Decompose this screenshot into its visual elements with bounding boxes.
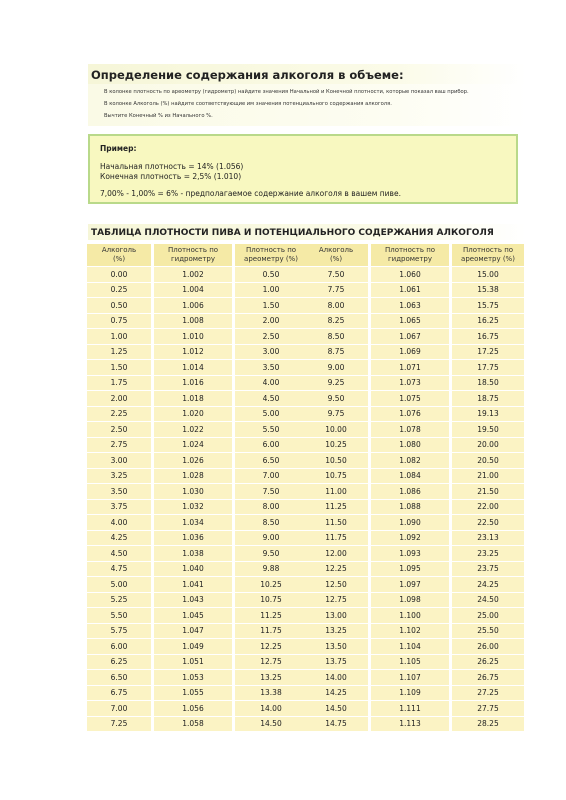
- table-row: [304, 686, 524, 701]
- cell-alcohol: 14.75: [304, 717, 368, 732]
- table-row: [87, 376, 307, 391]
- cell-hydrometer: 1.024: [154, 438, 232, 453]
- table-row: [304, 283, 524, 298]
- cell-hydrometer: 1.045: [154, 608, 232, 623]
- table-row: [304, 453, 524, 468]
- cell-areometer: 23.13: [452, 531, 524, 546]
- cell-alcohol: 11.25: [304, 500, 368, 515]
- table-row: [87, 345, 307, 360]
- cell-areometer: 26.25: [452, 655, 524, 670]
- cell-areometer: 22.00: [452, 500, 524, 515]
- cell-hydrometer: 1.002: [154, 267, 232, 282]
- table-row: [304, 717, 524, 732]
- cell-areometer: 26.75: [452, 670, 524, 685]
- instruction-3: Вычтите Конечный % из Начального %.: [104, 113, 213, 119]
- cell-hydrometer: 1.008: [154, 314, 232, 329]
- cell-hydrometer: 1.078: [371, 422, 449, 437]
- cell-areometer: 24.50: [452, 593, 524, 608]
- cell-hydrometer: 1.028: [154, 469, 232, 484]
- cell-alcohol: 8.00: [304, 298, 368, 313]
- cell-areometer: 14.50: [235, 717, 307, 732]
- table-row: [304, 329, 524, 344]
- cell-hydrometer: 1.065: [371, 314, 449, 329]
- cell-areometer: 23.25: [452, 546, 524, 561]
- table-row: [87, 655, 307, 670]
- cell-alcohol: 13.25: [304, 624, 368, 639]
- cell-hydrometer: 1.073: [371, 376, 449, 391]
- table-row: [87, 593, 307, 608]
- table-row: [304, 391, 524, 406]
- cell-alcohol: 14.25: [304, 686, 368, 701]
- cell-alcohol: 10.25: [304, 438, 368, 453]
- cell-alcohol: 9.00: [304, 360, 368, 375]
- cell-areometer: 14.00: [235, 701, 307, 716]
- cell-areometer: 15.00: [452, 267, 524, 282]
- cell-areometer: 2.50: [235, 329, 307, 344]
- cell-alcohol: 13.00: [304, 608, 368, 623]
- cell-hydrometer: 1.075: [371, 391, 449, 406]
- cell-hydrometer: 1.088: [371, 500, 449, 515]
- cell-alcohol: 8.50: [304, 329, 368, 344]
- cell-alcohol: 8.25: [304, 314, 368, 329]
- cell-alcohol: 4.75: [87, 562, 151, 577]
- cell-alcohol: 2.00: [87, 391, 151, 406]
- table-row: [87, 639, 307, 654]
- table-row: [304, 360, 524, 375]
- cell-alcohol: 3.50: [87, 484, 151, 499]
- cell-areometer: 0.50: [235, 267, 307, 282]
- cell-alcohol: 1.50: [87, 360, 151, 375]
- cell-areometer: 24.25: [452, 577, 524, 592]
- cell-alcohol: 4.00: [87, 515, 151, 530]
- example-line-2: Конечная плотность = 2,5% (1.010): [100, 172, 242, 181]
- cell-areometer: 1.50: [235, 298, 307, 313]
- cell-hydrometer: 1.076: [371, 407, 449, 422]
- cell-alcohol: 5.50: [87, 608, 151, 623]
- cell-hydrometer: 1.030: [154, 484, 232, 499]
- cell-hydrometer: 1.097: [371, 577, 449, 592]
- table-row: [304, 655, 524, 670]
- cell-alcohol: 12.25: [304, 562, 368, 577]
- cell-alcohol: 5.25: [87, 593, 151, 608]
- cell-hydrometer: 1.041: [154, 577, 232, 592]
- cell-alcohol: 7.00: [87, 701, 151, 716]
- header-alcohol: Алкоголь (%): [304, 244, 368, 266]
- table-row: [87, 329, 307, 344]
- table-body-right: [304, 267, 524, 731]
- cell-alcohol: 7.25: [87, 717, 151, 732]
- table-row: [304, 376, 524, 391]
- cell-hydrometer: 1.061: [371, 283, 449, 298]
- table-row: [304, 639, 524, 654]
- table-row: [87, 717, 307, 732]
- cell-alcohol: 3.25: [87, 469, 151, 484]
- cell-hydrometer: 1.006: [154, 298, 232, 313]
- table-row: [87, 407, 307, 422]
- cell-hydrometer: 1.012: [154, 345, 232, 360]
- table-row: [304, 484, 524, 499]
- cell-areometer: 4.00: [235, 376, 307, 391]
- table-row: [87, 298, 307, 313]
- example-box: [88, 134, 518, 204]
- cell-hydrometer: 1.084: [371, 469, 449, 484]
- table-row: [87, 670, 307, 685]
- cell-areometer: 15.38: [452, 283, 524, 298]
- cell-areometer: 28.25: [452, 717, 524, 732]
- cell-hydrometer: 1.109: [371, 686, 449, 701]
- cell-hydrometer: 1.018: [154, 391, 232, 406]
- table-row: [87, 422, 307, 437]
- cell-hydrometer: 1.098: [371, 593, 449, 608]
- table-title: ТАБЛИЦА ПЛОТНОСТИ ПИВА И ПОТЕНЦИАЛЬНОГО СОДЕРЖАНИЯ АЛКОГОЛЯ: [91, 228, 494, 238]
- cell-alcohol: 12.75: [304, 593, 368, 608]
- cell-areometer: 12.25: [235, 639, 307, 654]
- cell-areometer: 25.00: [452, 608, 524, 623]
- cell-alcohol: 6.25: [87, 655, 151, 670]
- cell-areometer: 21.00: [452, 469, 524, 484]
- cell-hydrometer: 1.043: [154, 593, 232, 608]
- cell-hydrometer: 1.049: [154, 639, 232, 654]
- cell-alcohol: 9.75: [304, 407, 368, 422]
- cell-alcohol: 5.00: [87, 577, 151, 592]
- cell-alcohol: 4.50: [87, 546, 151, 561]
- header-hydrometer: Плотность по гидрометру: [154, 244, 232, 266]
- table-body-left: [87, 267, 307, 731]
- cell-areometer: 13.38: [235, 686, 307, 701]
- cell-hydrometer: 1.053: [154, 670, 232, 685]
- cell-alcohol: 10.50: [304, 453, 368, 468]
- cell-hydrometer: 1.105: [371, 655, 449, 670]
- table-row: [304, 298, 524, 313]
- cell-areometer: 2.00: [235, 314, 307, 329]
- table-row: [87, 283, 307, 298]
- cell-areometer: 8.50: [235, 515, 307, 530]
- cell-areometer: 7.00: [235, 469, 307, 484]
- cell-areometer: 12.75: [235, 655, 307, 670]
- cell-areometer: 18.50: [452, 376, 524, 391]
- cell-hydrometer: 1.095: [371, 562, 449, 577]
- cell-areometer: 17.75: [452, 360, 524, 375]
- table-row: [304, 624, 524, 639]
- example-line-3: 7,00% - 1,00% = 6% - предполагаемое содержание алкоголя в вашем пиве.: [100, 189, 401, 198]
- cell-areometer: 3.00: [235, 345, 307, 360]
- cell-hydrometer: 1.026: [154, 453, 232, 468]
- cell-hydrometer: 1.016: [154, 376, 232, 391]
- cell-areometer: 8.00: [235, 500, 307, 515]
- cell-alcohol: 6.00: [87, 639, 151, 654]
- table-row: [87, 546, 307, 561]
- cell-alcohol: 7.50: [304, 267, 368, 282]
- cell-alcohol: 2.50: [87, 422, 151, 437]
- table-row: [304, 515, 524, 530]
- cell-alcohol: 11.75: [304, 531, 368, 546]
- cell-alcohol: 9.50: [304, 391, 368, 406]
- table-row: [304, 500, 524, 515]
- cell-alcohol: 0.00: [87, 267, 151, 282]
- table-row: [87, 453, 307, 468]
- example-line-1: Начальная плотность = 14% (1.056): [100, 162, 244, 171]
- example-heading: Пример:: [100, 144, 137, 153]
- table-row: [87, 267, 307, 282]
- cell-alcohol: 6.75: [87, 686, 151, 701]
- cell-alcohol: 11.00: [304, 484, 368, 499]
- table-row: [87, 360, 307, 375]
- cell-hydrometer: 1.069: [371, 345, 449, 360]
- cell-areometer: 1.00: [235, 283, 307, 298]
- table-row: [304, 438, 524, 453]
- cell-areometer: 6.00: [235, 438, 307, 453]
- cell-alcohol: 6.50: [87, 670, 151, 685]
- table-row: [304, 562, 524, 577]
- cell-areometer: 10.25: [235, 577, 307, 592]
- cell-alcohol: 9.25: [304, 376, 368, 391]
- cell-areometer: 19.13: [452, 407, 524, 422]
- cell-alcohol: 5.75: [87, 624, 151, 639]
- cell-areometer: 6.50: [235, 453, 307, 468]
- table-row: [87, 500, 307, 515]
- cell-alcohol: 13.75: [304, 655, 368, 670]
- cell-hydrometer: 1.093: [371, 546, 449, 561]
- cell-hydrometer: 1.082: [371, 453, 449, 468]
- cell-areometer: 20.00: [452, 438, 524, 453]
- header-hydrometer: Плотность по гидрометру: [371, 244, 449, 266]
- cell-areometer: 20.50: [452, 453, 524, 468]
- cell-areometer: 27.75: [452, 701, 524, 716]
- cell-hydrometer: 1.040: [154, 562, 232, 577]
- cell-hydrometer: 1.010: [154, 329, 232, 344]
- cell-areometer: 25.50: [452, 624, 524, 639]
- cell-alcohol: 12.00: [304, 546, 368, 561]
- cell-alcohol: 2.25: [87, 407, 151, 422]
- cell-hydrometer: 1.047: [154, 624, 232, 639]
- cell-hydrometer: 1.020: [154, 407, 232, 422]
- table-row: [304, 422, 524, 437]
- cell-areometer: 15.75: [452, 298, 524, 313]
- cell-areometer: 16.25: [452, 314, 524, 329]
- cell-areometer: 9.88: [235, 562, 307, 577]
- cell-hydrometer: 1.102: [371, 624, 449, 639]
- cell-hydrometer: 1.038: [154, 546, 232, 561]
- cell-alcohol: 10.00: [304, 422, 368, 437]
- header-alcohol: Алкоголь (%): [87, 244, 151, 266]
- cell-areometer: 23.75: [452, 562, 524, 577]
- cell-alcohol: 4.25: [87, 531, 151, 546]
- cell-areometer: 21.50: [452, 484, 524, 499]
- cell-hydrometer: 1.107: [371, 670, 449, 685]
- cell-alcohol: 3.75: [87, 500, 151, 515]
- cell-hydrometer: 1.014: [154, 360, 232, 375]
- page-title: Определение содержания алкоголя в объеме:: [91, 68, 404, 82]
- cell-alcohol: 2.75: [87, 438, 151, 453]
- instruction-1: В колонке плотность по ареометру (гидрометр) найдите значения Начальной и Конечной плотности, которые показал ваш прибор.: [104, 89, 469, 95]
- cell-areometer: 9.00: [235, 531, 307, 546]
- cell-hydrometer: 1.056: [154, 701, 232, 716]
- cell-areometer: 27.25: [452, 686, 524, 701]
- cell-hydrometer: 1.111: [371, 701, 449, 716]
- table-row: [87, 515, 307, 530]
- table-row: [87, 469, 307, 484]
- cell-areometer: 18.75: [452, 391, 524, 406]
- cell-hydrometer: 1.036: [154, 531, 232, 546]
- table-row: [87, 608, 307, 623]
- cell-alcohol: 7.75: [304, 283, 368, 298]
- table-row: [304, 608, 524, 623]
- table-row: [87, 686, 307, 701]
- cell-hydrometer: 1.071: [371, 360, 449, 375]
- cell-areometer: 5.50: [235, 422, 307, 437]
- table-row: [87, 577, 307, 592]
- cell-areometer: 22.50: [452, 515, 524, 530]
- cell-hydrometer: 1.004: [154, 283, 232, 298]
- cell-alcohol: 12.50: [304, 577, 368, 592]
- table-row: [87, 484, 307, 499]
- table-row: [87, 562, 307, 577]
- cell-hydrometer: 1.032: [154, 500, 232, 515]
- table-row: [304, 531, 524, 546]
- table-row: [304, 593, 524, 608]
- cell-hydrometer: 1.086: [371, 484, 449, 499]
- table-header-row: [304, 244, 524, 266]
- cell-hydrometer: 1.100: [371, 608, 449, 623]
- table-row: [304, 469, 524, 484]
- table-row: [87, 391, 307, 406]
- cell-hydrometer: 1.051: [154, 655, 232, 670]
- cell-alcohol: 11.50: [304, 515, 368, 530]
- table-row: [87, 314, 307, 329]
- cell-alcohol: 14.00: [304, 670, 368, 685]
- table-row: [304, 670, 524, 685]
- table-header-row: [87, 244, 307, 266]
- table-row: [304, 314, 524, 329]
- table-row: [87, 438, 307, 453]
- cell-hydrometer: 1.080: [371, 438, 449, 453]
- instruction-2: В колонке Алкоголь (%) найдите соответствующие им значения потенциального содержания алкоголя.: [104, 101, 392, 107]
- cell-alcohol: 3.00: [87, 453, 151, 468]
- table-row: [304, 546, 524, 561]
- cell-hydrometer: 1.055: [154, 686, 232, 701]
- cell-alcohol: 0.25: [87, 283, 151, 298]
- cell-hydrometer: 1.063: [371, 298, 449, 313]
- cell-areometer: 26.00: [452, 639, 524, 654]
- cell-hydrometer: 1.113: [371, 717, 449, 732]
- table-row: [87, 624, 307, 639]
- cell-areometer: 19.50: [452, 422, 524, 437]
- cell-alcohol: 10.75: [304, 469, 368, 484]
- table-row: [304, 267, 524, 282]
- cell-alcohol: 0.75: [87, 314, 151, 329]
- cell-areometer: 4.50: [235, 391, 307, 406]
- cell-hydrometer: 1.090: [371, 515, 449, 530]
- cell-alcohol: 1.25: [87, 345, 151, 360]
- cell-areometer: 17.25: [452, 345, 524, 360]
- cell-alcohol: 13.50: [304, 639, 368, 654]
- cell-alcohol: 14.50: [304, 701, 368, 716]
- cell-alcohol: 0.50: [87, 298, 151, 313]
- cell-hydrometer: 1.092: [371, 531, 449, 546]
- table-row: [304, 577, 524, 592]
- cell-hydrometer: 1.060: [371, 267, 449, 282]
- cell-hydrometer: 1.022: [154, 422, 232, 437]
- density-table-left: [84, 243, 310, 732]
- cell-alcohol: 1.00: [87, 329, 151, 344]
- table-row: [304, 345, 524, 360]
- cell-hydrometer: 1.067: [371, 329, 449, 344]
- cell-hydrometer: 1.058: [154, 717, 232, 732]
- cell-areometer: 3.50: [235, 360, 307, 375]
- cell-areometer: 11.75: [235, 624, 307, 639]
- cell-alcohol: 1.75: [87, 376, 151, 391]
- table-row: [304, 407, 524, 422]
- table-row: [304, 701, 524, 716]
- header-areometer: Плотность по ареометру (%): [235, 244, 307, 266]
- table-row: [87, 701, 307, 716]
- cell-areometer: 7.50: [235, 484, 307, 499]
- table-row: [87, 531, 307, 546]
- density-table-right: [301, 243, 527, 732]
- cell-areometer: 13.25: [235, 670, 307, 685]
- cell-areometer: 5.00: [235, 407, 307, 422]
- header-areometer: Плотность по ареометру (%): [452, 244, 524, 266]
- cell-areometer: 10.75: [235, 593, 307, 608]
- cell-areometer: 9.50: [235, 546, 307, 561]
- cell-hydrometer: 1.034: [154, 515, 232, 530]
- cell-hydrometer: 1.104: [371, 639, 449, 654]
- cell-areometer: 16.75: [452, 329, 524, 344]
- cell-areometer: 11.25: [235, 608, 307, 623]
- cell-alcohol: 8.75: [304, 345, 368, 360]
